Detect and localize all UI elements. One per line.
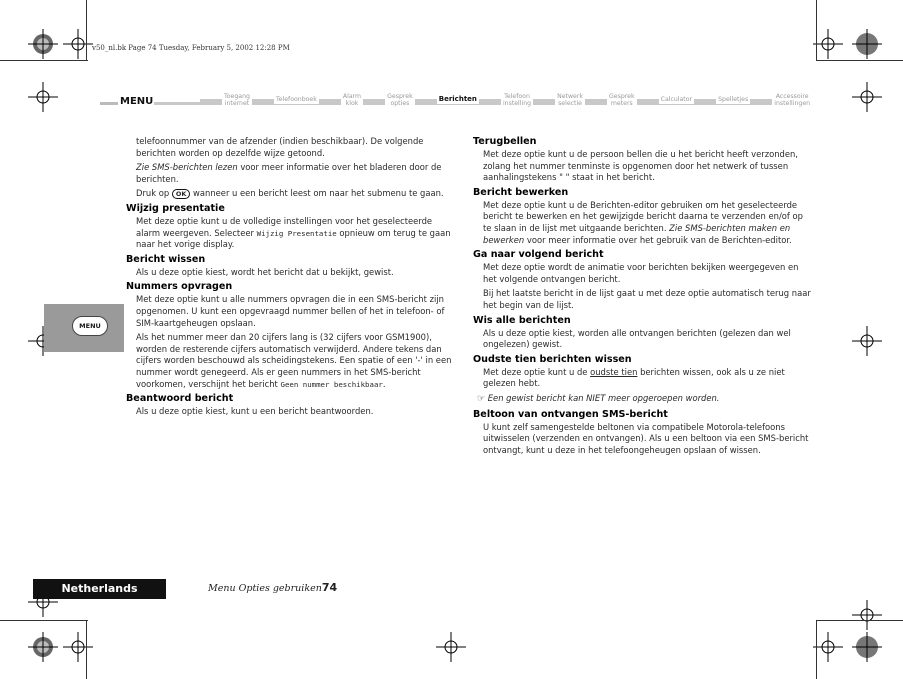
paragraph: [136, 162, 458, 185]
paragraph-text: Met deze optie kunt u de volledige instellingen voor het geselecteerde alarm weergeven. Selecteer: [136, 215, 433, 238]
note: [477, 393, 811, 406]
section-heading: Beantwoord bericht: [126, 393, 234, 405]
menu-item-label: instellingen: [774, 100, 811, 107]
registration-mark-icon: [852, 632, 882, 662]
registration-mark-icon: [28, 82, 58, 112]
section-heading: Bericht bewerken: [473, 186, 569, 198]
paragraph-text: opnieuw om terug te gaan naar het vorige display.: [136, 227, 451, 250]
menu-item-label: Spelletjes: [718, 96, 749, 104]
menu-item: [607, 93, 637, 108]
menu-item-label: Alarm: [342, 92, 362, 100]
paragraph: [483, 367, 811, 390]
menu-connector: [694, 99, 716, 102]
menu-item: [555, 93, 585, 108]
registration-mark-icon: [436, 632, 466, 662]
section-heading: Bericht wissen: [126, 253, 206, 265]
menu-item: [437, 96, 479, 104]
crop-mark: [86, 0, 87, 60]
display-text: Wijzig Presentatie: [256, 228, 337, 238]
menu-connector: [637, 99, 659, 102]
menu-item: [222, 93, 252, 108]
menu-navigation-bar: [100, 74, 812, 118]
menu-connector: [750, 99, 772, 102]
menu-item: [341, 93, 363, 108]
paragraph: U kunt zelf samengestelde beltonen via compatibele Motorola-telefoons uitwisselen (verzenden en ontvangen). Als u een beltoon via een SMS-bericht ontvangt, kunt u deze in het telefoongeheugen opslaan of wissen.: [483, 421, 809, 455]
menu-items: [200, 85, 812, 115]
paragraph-text: Met deze optie kunt u de: [483, 366, 591, 377]
menu-item: [274, 96, 319, 104]
display-text: Geen nummer beschikbaar: [280, 379, 383, 389]
registration-mark-icon: [63, 632, 93, 662]
menu-item-label: meters: [610, 100, 633, 107]
language-tab: Netherlands: [33, 579, 166, 599]
paragraph-text: wanneer u een bericht leest om naar het submenu te gaan.: [190, 188, 444, 199]
note-text: Een gewist bericht kan NIET meer opgeroepen worden.: [487, 392, 720, 403]
registration-mark-icon: [852, 600, 882, 630]
crop-mark: [816, 60, 903, 61]
menu-connector: [585, 99, 607, 102]
crop-mark: [816, 620, 903, 621]
registration-mark-icon: [813, 632, 843, 662]
menu-item-label: Accessoire: [775, 92, 809, 100]
menu-item-label: Toegang: [224, 92, 250, 100]
section-heading: Wijzig presentatie: [126, 202, 225, 214]
paragraph: Met deze optie kunt u alle nummers opvragen die in een SMS-bericht zijn opgenomen. U kunt een opgevraagd nummer bellen of het in telefoon- of SIM-kaartgeheugen opslaan.: [136, 294, 445, 328]
paragraph: [136, 188, 458, 200]
menu-item-label: Calculator: [660, 96, 693, 104]
ok-key-icon: OK: [172, 189, 191, 199]
menu-connector: [415, 99, 437, 102]
paragraph: Als u deze optie kiest, worden alle ontvangen berichten (gelezen dan wel ongelezen) gewist.: [483, 327, 791, 350]
registration-mark-icon: [813, 29, 843, 59]
section-heading: Oudste tien berichten wissen: [473, 353, 632, 365]
menu-item-label: Gesprek: [609, 92, 635, 100]
footer-title: Menu Opties gebruiken: [208, 583, 322, 594]
paragraph-text: berichten wissen, ook als u ze niet gelezen hebt.: [483, 366, 785, 389]
paragraph-text: voor meer informatie over het gebruik van de Berichten-editor.: [524, 234, 792, 245]
paragraph: telefoonnummer van de afzender (indien beschikbaar). De volgende berichten worden op dezelfde wijze getoond.: [136, 136, 424, 158]
cross-reference: Zie SMS-berichten lezen: [136, 162, 238, 173]
registration-mark-icon: [852, 29, 882, 59]
menu-item-label: Telefoon: [504, 92, 530, 100]
menu-item: [385, 93, 415, 108]
menu-item: [659, 96, 694, 104]
menu-key-icon: MENU: [72, 316, 108, 336]
paragraph: Bij het laatste bericht in de lijst gaat u met deze optie automatisch terug naar het begin van de lijst.: [483, 288, 811, 310]
crop-mark: [816, 620, 817, 679]
left-column: [126, 136, 458, 421]
crop-mark: [0, 620, 88, 621]
menu-item-label: Telefoonboek: [275, 96, 317, 104]
paragraph: [483, 200, 811, 246]
menu-item-label: Gesprek: [387, 92, 413, 100]
underlined-term: oudste tien: [590, 366, 638, 377]
menu-item: [716, 96, 750, 104]
registration-mark-icon: [852, 82, 882, 112]
paragraph-text: .: [382, 378, 386, 389]
paragraph-text: Met deze optie kunt u de Berichten-editor gebruiken om het geselecteerde bericht te bewerken en het gewijzigde bericht daarna te verzenden en/of op te slaan in de lijst met uitgaande berichten.: [483, 199, 803, 233]
paragraph: Met deze optie wordt de animatie voor berichten bekijken weergegeven en het volgende ontvangen bericht.: [483, 262, 799, 284]
section-heading: Nummers opvragen: [126, 281, 233, 293]
paragraph-text: voor meer informatie over het bladeren door de berichten.: [136, 162, 442, 184]
crop-mark: [86, 620, 87, 679]
paragraph-text: Druk op: [136, 188, 172, 199]
section-heading: Ga naar volgend bericht: [473, 249, 604, 261]
cross-reference: Zie SMS-berichten maken en bewerken: [483, 222, 791, 245]
note-hand-icon: ☞: [477, 393, 486, 404]
menu-connector: [533, 99, 555, 102]
crop-mark: [816, 0, 817, 60]
crop-mark: [0, 60, 88, 61]
menu-item-label: instelling: [502, 100, 532, 107]
menu-item-label: internet: [224, 100, 250, 107]
paragraph: [136, 216, 458, 251]
right-column: [473, 136, 811, 459]
section-heading: Terugbellen: [473, 136, 537, 147]
menu-item-label: opties: [390, 100, 410, 107]
menu-side-tab: [44, 304, 124, 352]
paragraph: Als u deze optie kiest, kunt u een bericht beantwoorden.: [136, 406, 374, 417]
registration-mark-icon: [852, 326, 882, 356]
paragraph-text: Als het nummer meer dan 20 cijfers lang is (32 cijfers voor GSM1900), worden de resterende cijfers automatisch verwijderd. Andere tekens dan cijfers worden beschouwd als scheidingstekens. Een spatie of een '-' in een nummer wordt genegeerd. Als er geen nummers in het SMS-bericht voorkomen, verschijnt het bericht: [136, 332, 452, 389]
menu-connector: [252, 99, 274, 102]
registration-mark-icon: [28, 29, 58, 59]
menu-item: [772, 93, 812, 108]
page-footer: [208, 581, 337, 594]
menu-connector: [363, 99, 385, 102]
page-number: 74: [321, 581, 338, 594]
menu-connector: [319, 99, 341, 102]
paragraph: Met deze optie kunt u de persoon bellen die u het bericht heeft verzonden, zolang het nummer tenminste is opgenomen door het netwerk of tussen aanhalingstekens " " staat in het bericht.: [483, 149, 798, 183]
menu-connector: [200, 99, 222, 102]
menu-item-label: Netwerk: [557, 92, 583, 100]
menu-item-label: selectie: [558, 100, 582, 107]
paragraph: Als u deze optie kiest, wordt het bericht dat u bekijkt, gewist.: [136, 266, 394, 277]
menu-item-label: Berichten: [438, 95, 477, 104]
menu-bar-line: [100, 102, 118, 105]
paragraph: [136, 332, 458, 390]
section-heading: Wis alle berichten: [473, 314, 571, 326]
menu-label: MENU: [120, 96, 154, 107]
menu-connector: [479, 99, 501, 102]
menu-item: [501, 93, 533, 108]
section-heading: Beltoon van ontvangen SMS-bericht: [473, 408, 668, 420]
print-slug: v50_nl.bk Page 74 Tuesday, February 5, 2002 12:28 PM: [92, 44, 290, 52]
registration-mark-icon: [28, 632, 58, 662]
registration-mark-icon: [63, 29, 93, 59]
menu-item-label: klok: [345, 100, 359, 107]
